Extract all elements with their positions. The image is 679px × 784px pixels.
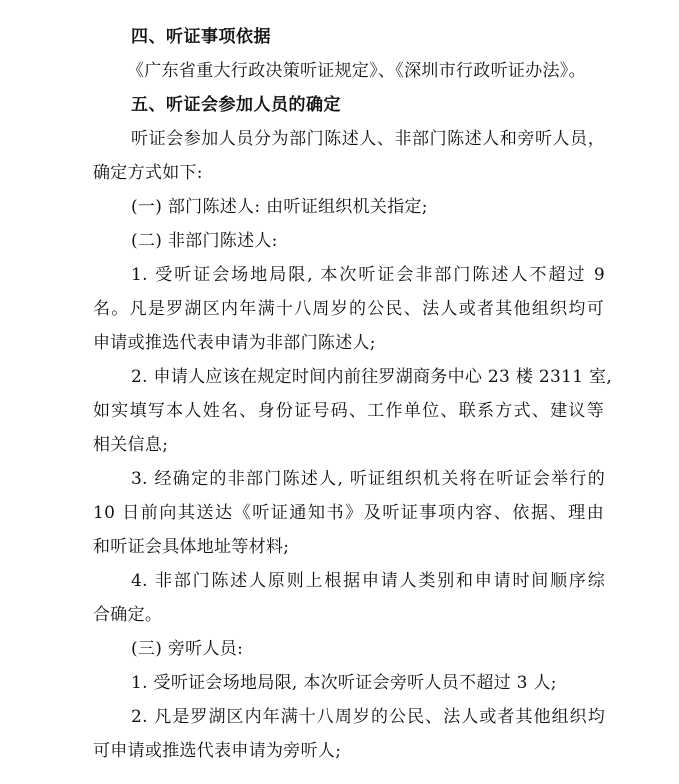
part-2-heading: (二) 非部门陈述人:: [131, 231, 278, 251]
item-3-line-3: 和听证会具体地址等材料;: [93, 537, 290, 557]
section-4-basis-text: 《广东省重大行政决策听证规定》、《深圳市行政听证办法》。: [127, 61, 586, 81]
item-1-line-2: 名。凡是罗湖区内年满十八周岁的公民、法人或者其他组织均可: [93, 299, 604, 319]
item-2-line-2: 如实填写本人姓名、身份证号码、工作单位、联系方式、建议等: [93, 401, 604, 421]
item-2-line-1: 2. 申请人应该在规定时间内前往罗湖商务中心 23 楼 2311 室,: [131, 367, 613, 387]
item-1-line-3: 申请或推选代表申请为非部门陈述人;: [93, 333, 376, 353]
observer-item-2-line-2: 可申请或推选代表申请为旁听人;: [93, 741, 342, 761]
part-1-department-speakers: (一) 部门陈述人: 由听证组织机关指定;: [131, 197, 428, 217]
observer-item-2-line-1: 2. 凡是罗湖区内年满十八周岁的公民、法人或者其他组织均: [131, 707, 605, 727]
item-4-line-2: 合确定。: [93, 605, 163, 625]
item-2-line-3: 相关信息;: [93, 435, 169, 455]
observer-item-1: 1. 受听证会场地局限, 本次听证会旁听人员不超过 3 人;: [131, 673, 557, 693]
item-4-line-1: 4. 非部门陈述人原则上根据申请人类别和申请时间顺序综: [131, 571, 605, 591]
section-5-heading: 五、听证会参加人员的确定: [131, 95, 341, 115]
item-1-line-1: 1. 受听证会场地局限, 本次听证会非部门陈述人不超过 9: [131, 265, 605, 285]
section-4-heading: 四、听证事项依据: [131, 27, 271, 47]
item-3-line-2: 10 日前向其送达《听证通知书》及听证事项内容、依据、理由: [93, 503, 604, 523]
section-5-intro-line-1: 听证会参加人员分为部门陈述人、非部门陈述人和旁听人员，: [131, 129, 605, 149]
part-3-heading: (三) 旁听人员:: [131, 639, 244, 659]
item-3-line-1: 3. 经确定的非部门陈述人, 听证组织机关将在听证会举行的: [131, 469, 605, 489]
section-5-intro-line-2: 确定方式如下:: [93, 163, 203, 183]
